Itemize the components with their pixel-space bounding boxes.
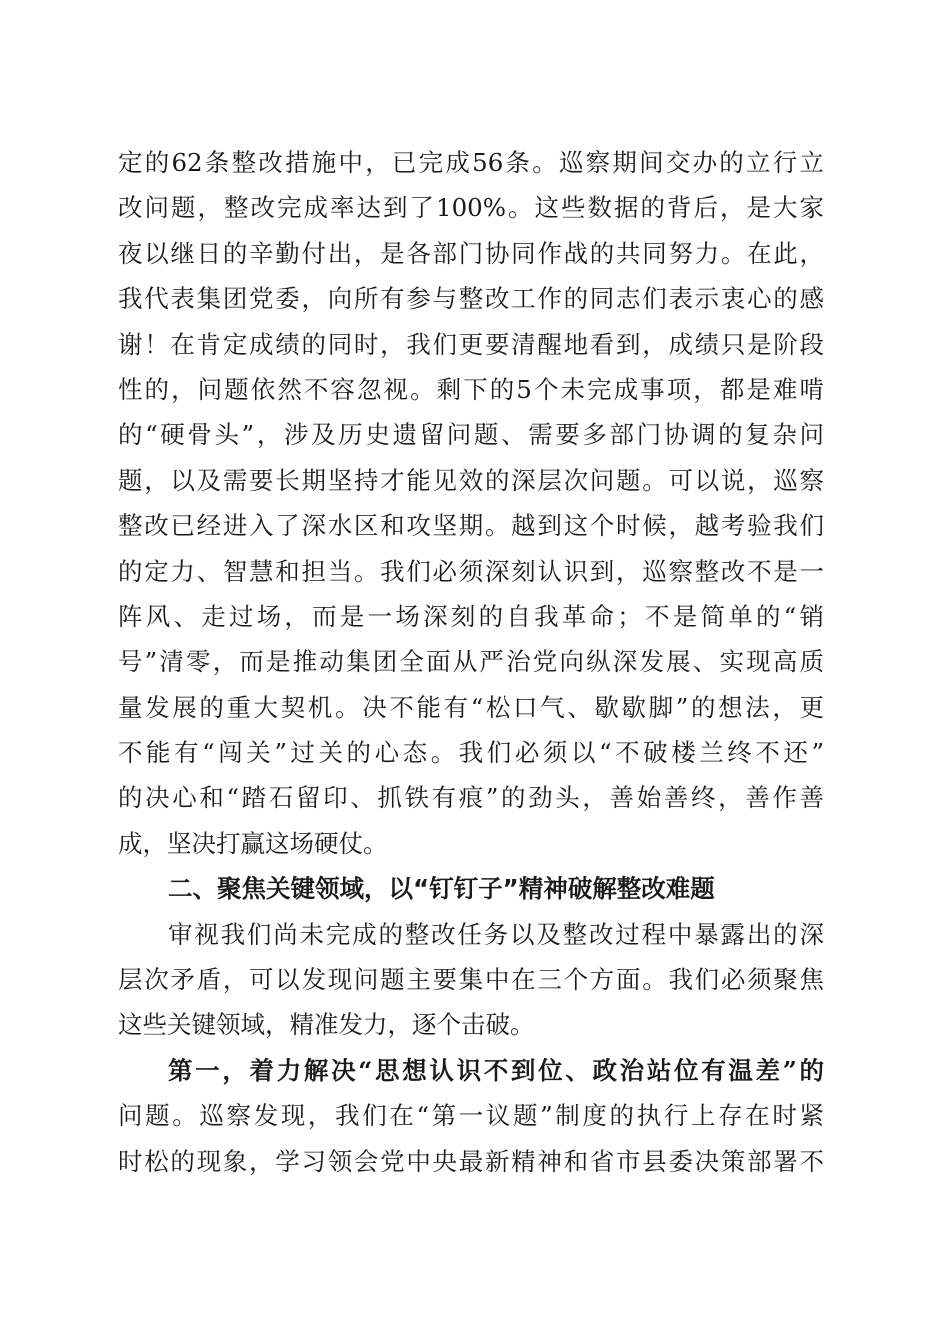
- text-line: 号”清零，而是推动集团全面从严治党向纵深发展、实现高质: [118, 647, 824, 677]
- paragraph-first-point: [118, 1048, 824, 1184]
- text-line: 夜以继日的辛勤付出，是各部门协同作战的共同努力。在此，: [118, 238, 824, 268]
- text-line: 审视我们尚未完成的整改任务以及整改过程中暴露出的深: [168, 919, 824, 949]
- text-line: 我代表集团党委，向所有参与整改工作的同志们表示衷心的感: [118, 284, 824, 314]
- paragraph-key-areas: [118, 912, 824, 1048]
- section-heading-text: 二、聚焦关键领域，以“钉钉子”精神破解整改难题: [168, 874, 715, 904]
- text-line: 的决心和“踏石留印、抓铁有痕”的劲头，善始善终，善作善: [118, 783, 824, 813]
- text-line: 题，以及需要长期坚持才能见效的深层次问题。可以说，巡察: [118, 465, 824, 495]
- text-line: 不能有“闯关”过关的心态。我们必须以“不破楼兰终不还”: [118, 738, 824, 768]
- text-line: 时松的现象，学习领会党中央最新精神和省市县委决策部署不: [118, 1146, 824, 1176]
- section-heading: [118, 866, 824, 911]
- paragraph-progress-summary: [118, 140, 824, 866]
- text-line: 改问题，整改完成率达到了100%。这些数据的背后，是大家: [118, 193, 824, 223]
- text-line: [118, 1048, 824, 1093]
- first-point-lead: 第一，着力解决“思想认识不到位、政治站位有温差”的: [168, 1055, 824, 1085]
- text-line: 量发展的重大契机。决不能有“松口气、歇歇脚”的想法，更: [118, 692, 824, 722]
- text-line: 问题。巡察发现，我们在“第一议题”制度的执行上存在时紧: [118, 1101, 824, 1131]
- text-line: 层次矛盾，可以发现问题主要集中在三个方面。我们必须聚焦: [118, 965, 824, 995]
- document-body: [118, 140, 824, 1184]
- text-line: 整改已经进入了深水区和攻坚期。越到这个时候，越考验我们: [118, 511, 824, 541]
- text-line: 这些关键领域，精准发力，逐个击破。: [118, 1010, 535, 1040]
- text-line: 性的，问题依然不容忽视。剩下的5个未完成事项，都是难啃: [118, 374, 824, 404]
- text-line: 的“硬骨头”，涉及历史遗留问题、需要多部门协调的复杂问: [118, 420, 824, 450]
- text-line: 的定力、智慧和担当。我们必须深刻认识到，巡察整改不是一: [118, 556, 824, 586]
- text-line: 阵风、走过场，而是一场深刻的自我革命；不是简单的“销: [118, 601, 824, 631]
- text-line: 成，坚决打赢这场硬仗。: [118, 828, 388, 858]
- text-line: 定的62条整改措施中，已完成56条。巡察期间交办的立行立: [118, 148, 824, 177]
- text-line: 谢！在肯定成绩的同时，我们更要清醒地看到，成绩只是阶段: [118, 329, 824, 359]
